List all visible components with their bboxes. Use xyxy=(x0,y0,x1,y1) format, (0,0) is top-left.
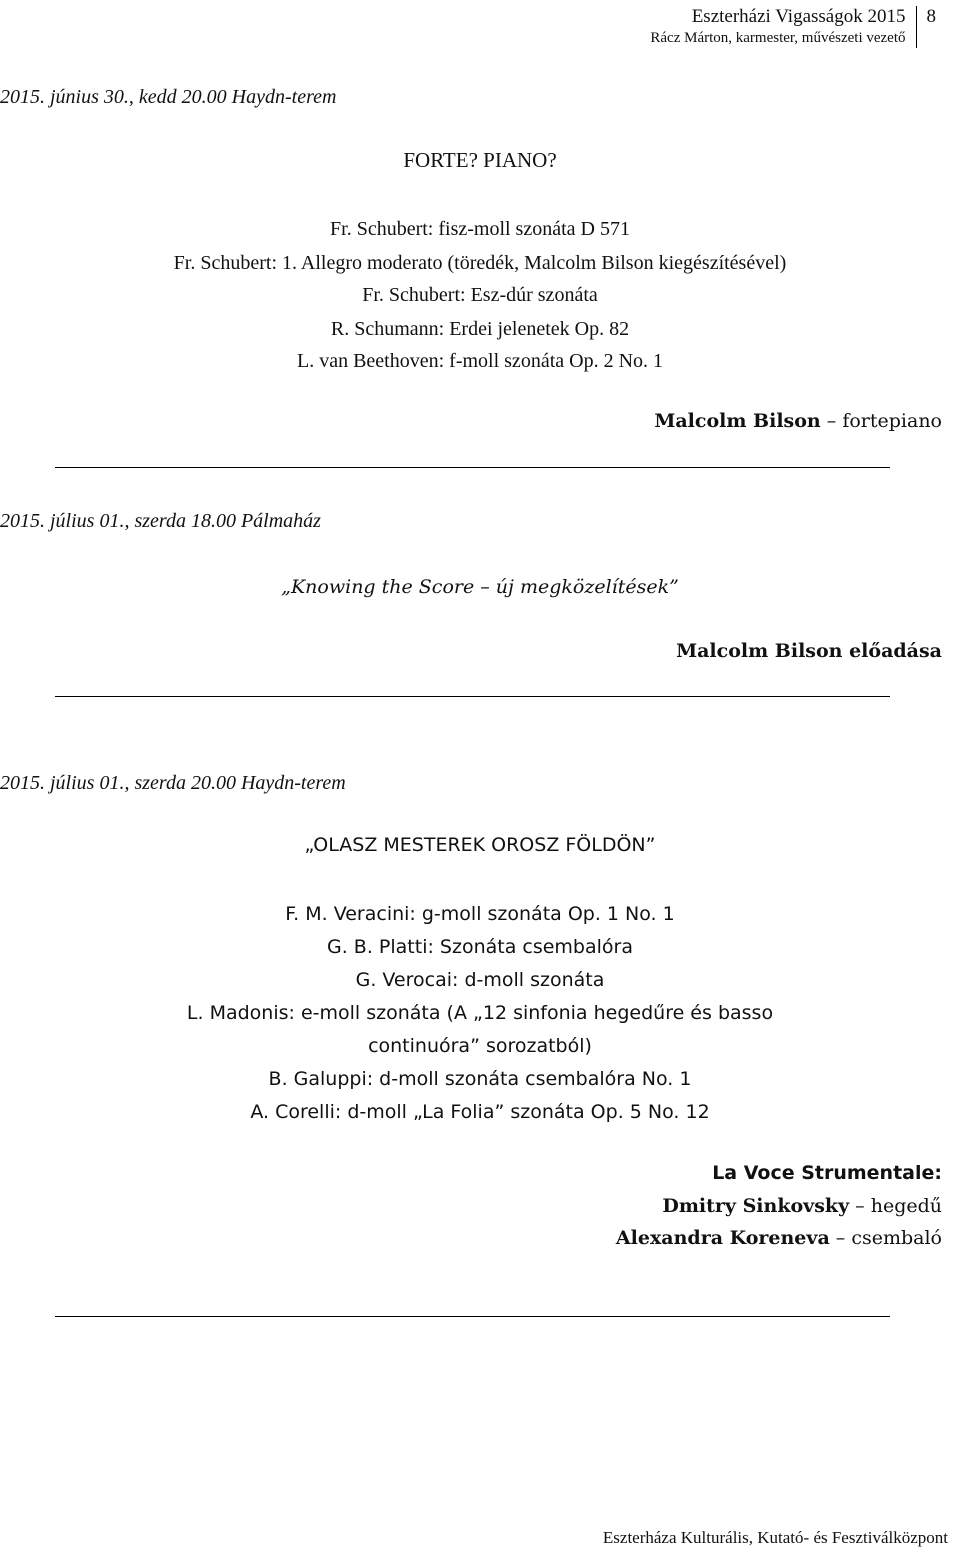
event1-program-item: Fr. Schubert: 1. Allegro moderato (töredék, Malcolm Bilson kiegészítésével) xyxy=(173,252,787,274)
event1-title: FORTE? PIANO? xyxy=(403,148,557,172)
section-divider xyxy=(55,1316,890,1317)
header-text-block xyxy=(650,6,916,48)
event3-performer xyxy=(616,1227,942,1249)
event1-performer xyxy=(654,410,942,432)
event3-program-item: F. M. Veracini: g-moll szonáta Op. 1 No. 1 xyxy=(285,903,675,925)
event2-performer: Malcolm Bilson előadása xyxy=(676,640,942,662)
performer-name: Alexandra Koreneva xyxy=(615,1227,830,1249)
performer-role: – fortepiano xyxy=(826,410,942,432)
page-number: 8 xyxy=(926,6,936,27)
header-title: Eszterházi Vigasságok 2015 xyxy=(691,6,906,27)
event3-program-item: L. Madonis: e-moll szonáta (A „12 sinfonia hegedűre és basso xyxy=(186,1002,774,1024)
event3-program-item: G. B. Platti: Szonáta csembalóra xyxy=(327,936,633,958)
event3-title: „OLASZ MESTEREK OROSZ FÖLDÖN” xyxy=(304,834,656,856)
event3-performer xyxy=(662,1195,942,1217)
page-header xyxy=(650,6,936,48)
performer-role: – csembaló xyxy=(835,1227,942,1249)
performer-name: Malcolm Bilson xyxy=(654,410,821,432)
performer-role: – hegedű xyxy=(855,1195,942,1217)
section-divider xyxy=(55,467,890,468)
event3-program-item: B. Galuppi: d-moll szonáta csembalóra No. 1 xyxy=(268,1068,692,1090)
event1-program-item: R. Schumann: Erdei jelenetek Op. 82 xyxy=(330,318,630,340)
event1-program-item: Fr. Schubert: Esz-dúr szonáta xyxy=(362,284,598,306)
header-subtitle: Rácz Márton, karmester, művészeti vezető xyxy=(650,30,906,46)
event3-program-item: A. Corelli: d-moll „La Folia” szonáta Op. 5 No. 12 xyxy=(250,1101,710,1123)
page-footer: Eszterháza Kulturális, Kutató- és Fesztiválközpont xyxy=(602,1528,948,1547)
event3-program-item: G. Verocai: d-moll szonáta xyxy=(355,969,605,991)
event3-program-item: continuóra” sorozatból) xyxy=(368,1035,592,1057)
event1-program-item: L. van Beethoven: f-moll szonáta Op. 2 No. 1 xyxy=(296,350,664,372)
event2-date: 2015. július 01., szerda 18.00 Pálmaház xyxy=(0,510,321,532)
event3-ensemble: La Voce Strumentale: xyxy=(712,1162,942,1184)
event2-title: „Knowing the Score – új megközelítések” xyxy=(281,576,679,598)
section-divider xyxy=(55,696,890,697)
performer-name: Dmitry Sinkovsky xyxy=(662,1195,850,1217)
event1-program-item: Fr. Schubert: fisz-moll szonáta D 571 xyxy=(330,218,630,240)
event1-date: 2015. június 30., kedd 20.00 Haydn-terem xyxy=(0,86,337,108)
event3-date: 2015. július 01., szerda 20.00 Haydn-terem xyxy=(0,772,346,794)
